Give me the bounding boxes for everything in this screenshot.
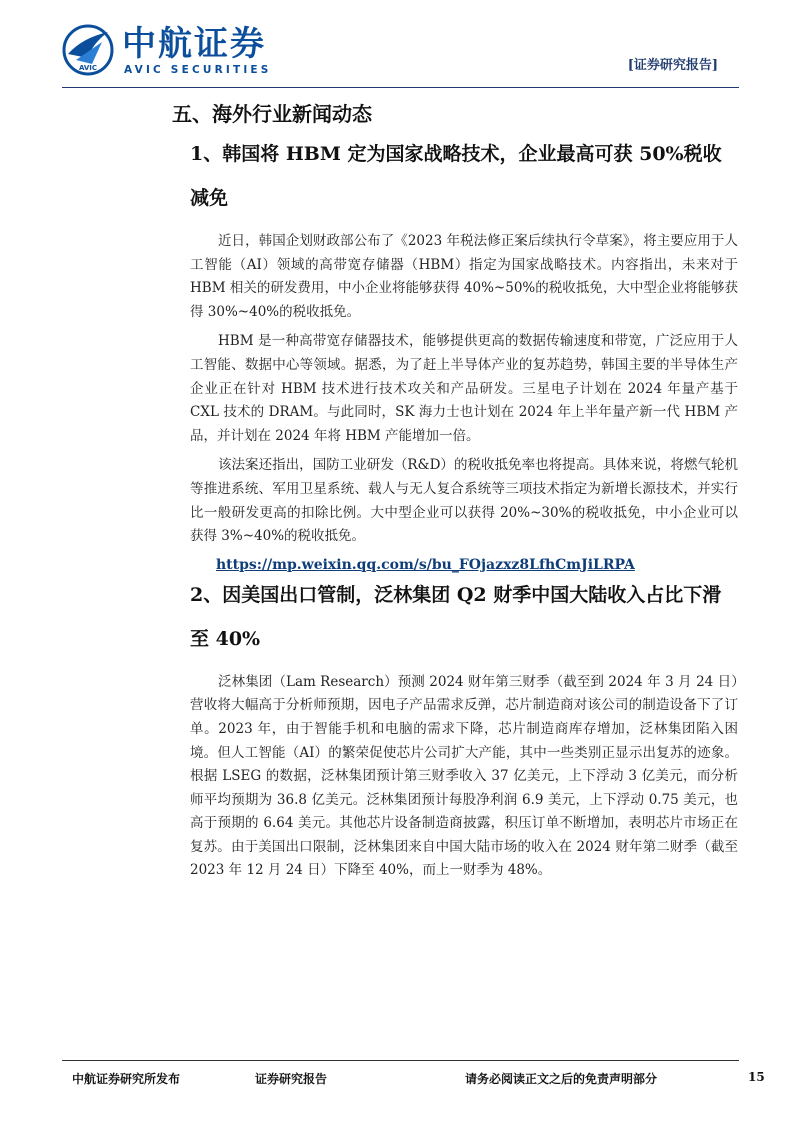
source-link[interactable]: https://mp.weixin.qq.com/s/bu_FOjazxz8LfhCmJiLRPA bbox=[216, 556, 635, 573]
company-logo bbox=[62, 24, 292, 80]
paragraph: HBM 是一种高带宽存储器技术，能够提供更高的数据传输速度和带宽，广泛应用于人工智能、数据中心等领域。据悉，为了赶上半导体产业的复苏趋势，韩国主要的半导体生产企业正在针对 HBM 技术进行技术攻关和产品研发。三星电子计划在 2024 年量产基于 CXL 技术的 DRAM。与此同时，SK 海力士也计划在 2024 年上半年量产新一代 HBM 产品，并计划在 2024 年将 HBM 产能增加一倍。 bbox=[190, 333, 738, 444]
page-number: 15 bbox=[748, 1070, 765, 1084]
article-title: 1、韩国将 HBM 定为国家战略技术，企业最高可获 50%税收减免 bbox=[190, 143, 722, 209]
footer-disclaimer: 请务必阅读正文之后的免责声明部分 bbox=[465, 1072, 658, 1086]
paragraph: 该法案还指出，国防工业研发（R&D）的税收抵免率也将提高。具体来说，将燃气轮机等推进系统、军用卫星系统、载人与无人复合系统等三项技术指定为新增长源技术，并实行比一般研发更高的扣除比例。大中型企业可以获得 20%~30%的税收抵免，中小企业可以获得 3%~40%的税收抵免。 bbox=[190, 457, 738, 545]
paragraph: 泛林集团（Lam Research）预测 2024 财年第三财季（截至到 2024 年 3 月 24 日）营收将大幅高于分析师预期，因电子产品需求反弹，芯片制造商对该公司的制造设备下了订单。2023 年，由于智能手机和电脑的需求下降，芯片制造商库存增加，泛林集团陷入困境。但人工智能（AI）的繁荣促使芯片公司扩大产能，其中一些类别正显示出复苏的迹象。根据 LSEG 的数据，泛林集团预计第三财季收入 37 亿美元，上下浮动 3 亿美元，而分析师平均预期为 36.8 亿美元。泛林集团预计每股净利润 6.9 美元，上下浮动 0.75 美元，也高于预期的 6.64 美元。其他芯片设备制造商披露，积压订单不断增加，表明芯片市场正在复苏。由于美国出口限制，泛林集团来自中国大陆市场的收入在 2024 财年第二财季（截至 2023 年 12 月 24 日）下降至 40%，而上一财季为 48%。 bbox=[190, 673, 738, 879]
logo-chinese-name: 中航证券 bbox=[122, 24, 266, 64]
page-footer bbox=[0, 1060, 794, 1090]
main-content bbox=[172, 96, 738, 889]
footer-publisher: 中航证券研究所发布 bbox=[72, 1072, 181, 1086]
header-divider bbox=[62, 87, 739, 88]
report-type-tag: [证券研究报告] bbox=[627, 58, 718, 73]
footer-divider bbox=[62, 1060, 739, 1061]
article-title: 2、因美国出口管制，泛林集团 Q2 财季中国大陆收入占比下滑至 40% bbox=[190, 583, 722, 650]
footer-doc-type: 证券研究报告 bbox=[255, 1072, 328, 1086]
article-body bbox=[172, 671, 738, 883]
avic-logo-icon bbox=[62, 24, 114, 76]
article-body bbox=[172, 230, 738, 549]
page-header bbox=[0, 0, 794, 90]
logo-mark-text: AVIC bbox=[78, 64, 98, 72]
logo-english-name: AVIC SECURITIES bbox=[124, 64, 272, 76]
paragraph: 近日，韩国企划财政部公布了《2023 年税法修正案后续执行令草案》，将主要应用于人工智能（AI）领域的高带宽存储器（HBM）指定为国家战略技术。内容指出，未来对于 HBM 相关的研发费用，中小企业将能够获得 40%~50%的税收抵免，大中型企业将能够获得 30%~40%的税收抵免。 bbox=[190, 233, 738, 320]
section-title: 五、海外行业新闻动态 bbox=[172, 102, 372, 126]
